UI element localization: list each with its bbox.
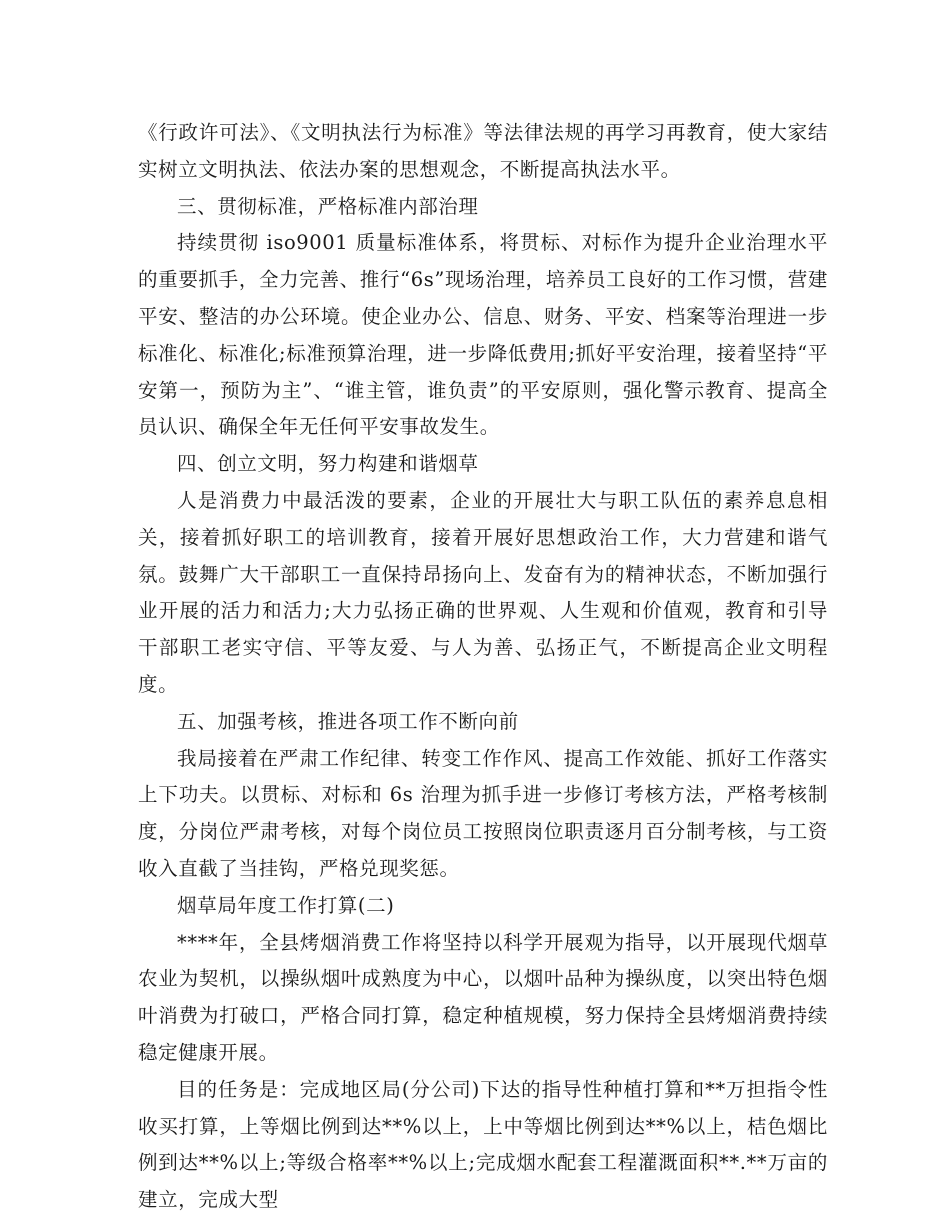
heading-annual-plan-2: 烟草局年度工作打算(二) [177, 893, 395, 917]
paragraph-iso9001: 持续贯彻 iso9001 质量标准体系，将贯标、对标作为提升企业治理水平的重要抓手，全力完善、推行“6s”现场治理，培养员工良好的工作习惯，营建平安、整洁的办公环境。使企业办公、信息、财务、平安、档案等治理进一步标准化、标准化;标准预算治理，进一步降低费用;抓好平安治理，接着坚持“平安第一，预防为主”、“谁主管，谁负责”的平安原则，强化警示教育、提高全员认识、确保全年无任何平安事故发生。 [138, 231, 828, 439]
heading-section-5: 五、加强考核，推进各项工作不断向前 [177, 709, 519, 733]
paragraph-civilization: 人是消费力中最活泼的要素，企业的开展壮大与职工队伍的素养息息相关，接着抓好职工的培训教育，接着开展好思想政治工作，大力营建和谐气氛。鼓舞广大干部职工一直保持昂扬向上、发奋有为的精神状态，不断加强行业开展的活力和活力;大力弘扬正确的世界观、人生观和价值观，教育和引导干部职工老实守信、平等友爱、与人为善、弘扬正气，不断提高企业文明程度。 [138, 488, 828, 696]
paragraph-law-education: 《行政许可法》、《文明执法行为标准》等法律法规的再学习再教育，使大家结实树立文明执法、依法办案的思想观念，不断提高执法水平。 [138, 121, 828, 181]
paragraph-assessment: 我局接着在严肃工作纪律、转变工作作风、提高工作效能、抓好工作落实上下功夫。以贯标、对标和 6s 治理为抓手进一步修订考核方法，严格考核制度，分岗位严肃考核，对每个岗位员工按照岗位职责逐月百分制考核，与工资收入直截了当挂钩，严格兑现奖惩。 [138, 746, 828, 880]
heading-section-3: 三、贯彻标准，严格标准内部治理 [177, 194, 479, 218]
paragraph-tobacco-production: ****年，全县烤烟消费工作将坚持以科学开展观为指导，以开展现代烟草农业为契机，以操纵烟叶成熟度为中心，以烟叶品种为操纵度，以突出特色烟叶消费为打破口，严格合同打算，稳定种植规模，努力保持全县烤烟消费持续稳定健康开展。 [138, 930, 828, 1064]
document-body [138, 115, 828, 1219]
heading-section-4: 四、创立文明，努力构建和谐烟草 [177, 452, 479, 476]
paragraph-targets: 目的任务是：完成地区局(分公司)下达的指导性种植打算和**万担指令性收买打算，上等烟比例到达**%以上，上中等烟比例到达**%以上，桔色烟比例到达**%以上;等级合格率**%以上;完成烟水配套工程灌溉面积**.**万亩的建立，完成大型 [138, 1077, 828, 1212]
